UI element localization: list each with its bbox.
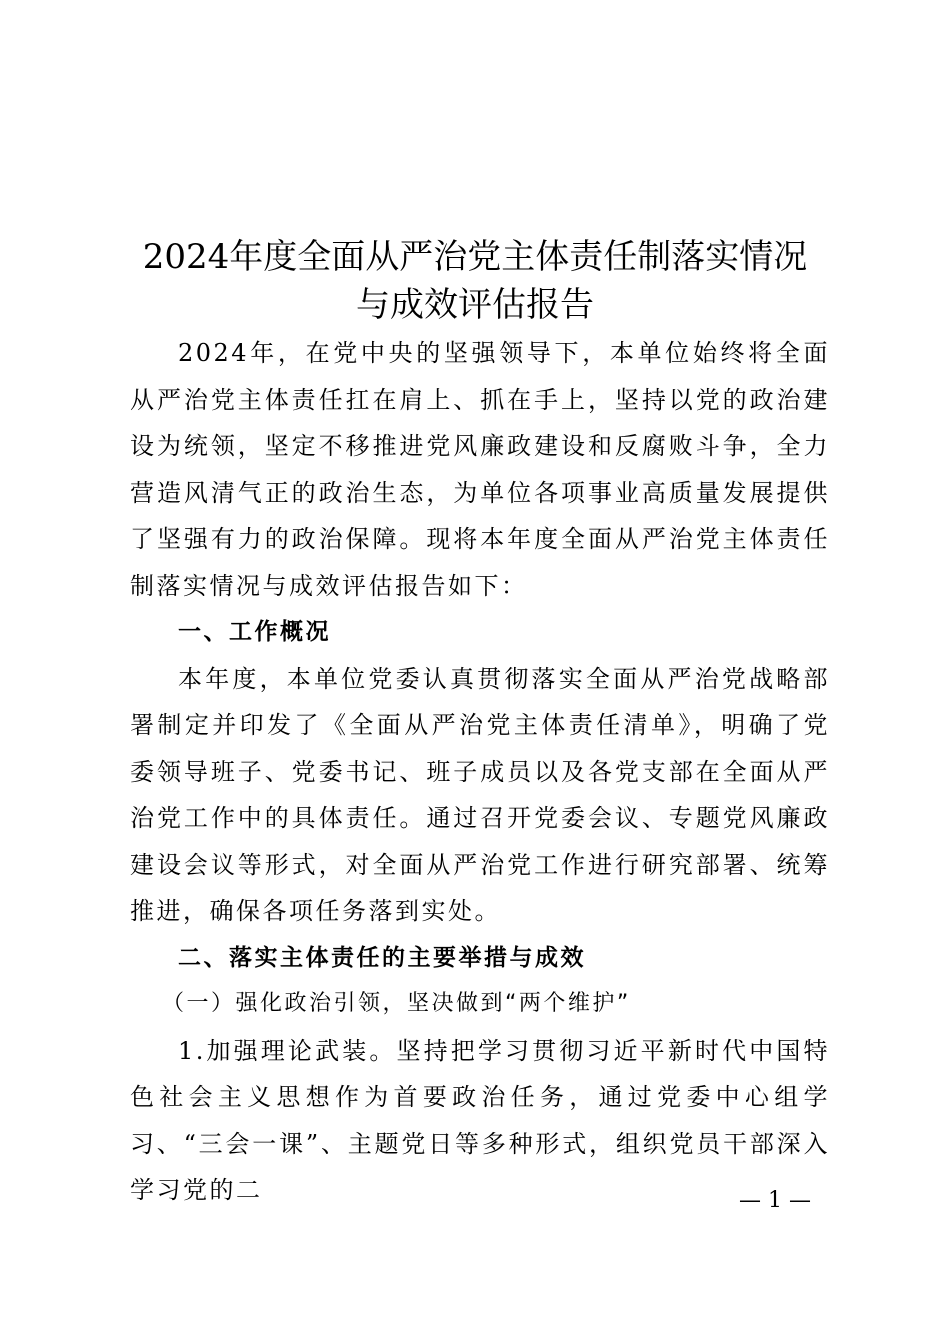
document-title-line-2: 与成效评估报告 — [356, 285, 594, 325]
section-2-item-1: 1.加强理论武装。坚持把学习贯彻习近平新时代中国特色社会主义思想作为首要政治任务，通过党委中心组学习、“三会一课”、主题党日等多种形式，组织党员干部深入学习党的二 — [130, 1036, 830, 1204]
document-title-line-1: 2024年度全面从严治党主体责任制落实情况 — [142, 237, 808, 277]
section-2-subheading-1: （一）强化政治引领，坚决做到“两个维护” — [162, 991, 631, 1016]
page-number: — 1 — — [739, 1188, 811, 1213]
section-2-heading: 二、落实主体责任的主要举措与成效 — [178, 944, 586, 971]
intro-paragraph: 2024年，在党中央的坚强领导下，本单位始终将全面从严治党主体责任扛在肩上、抓在手上，坚持以党的政治建设为统领，坚定不移推进党风廉政建设和反腐败斗争，全力营造风清气正的政治生态，为单位各项事业高质量发展提供了坚强有力的政治保障。现将本年度全面从严治党主体责任制落实情况与成效评估报告如下： — [130, 339, 830, 600]
section-1-paragraph: 本年度，本单位党委认真贯彻落实全面从严治党战略部署制定并印发了《全面从严治党主体责任清单》，明确了党委领导班子、党委书记、班子成员以及各党支部在全面从严治党工作中的具体责任。通过召开党委会议、专题党风廉政建设会议等形式，对全面从严治党工作进行研究部署、统筹推进，确保各项任务落到实处。 — [130, 664, 830, 925]
document-body — [130, 330, 830, 1214]
section-1-heading: 一、工作概况 — [178, 619, 331, 645]
